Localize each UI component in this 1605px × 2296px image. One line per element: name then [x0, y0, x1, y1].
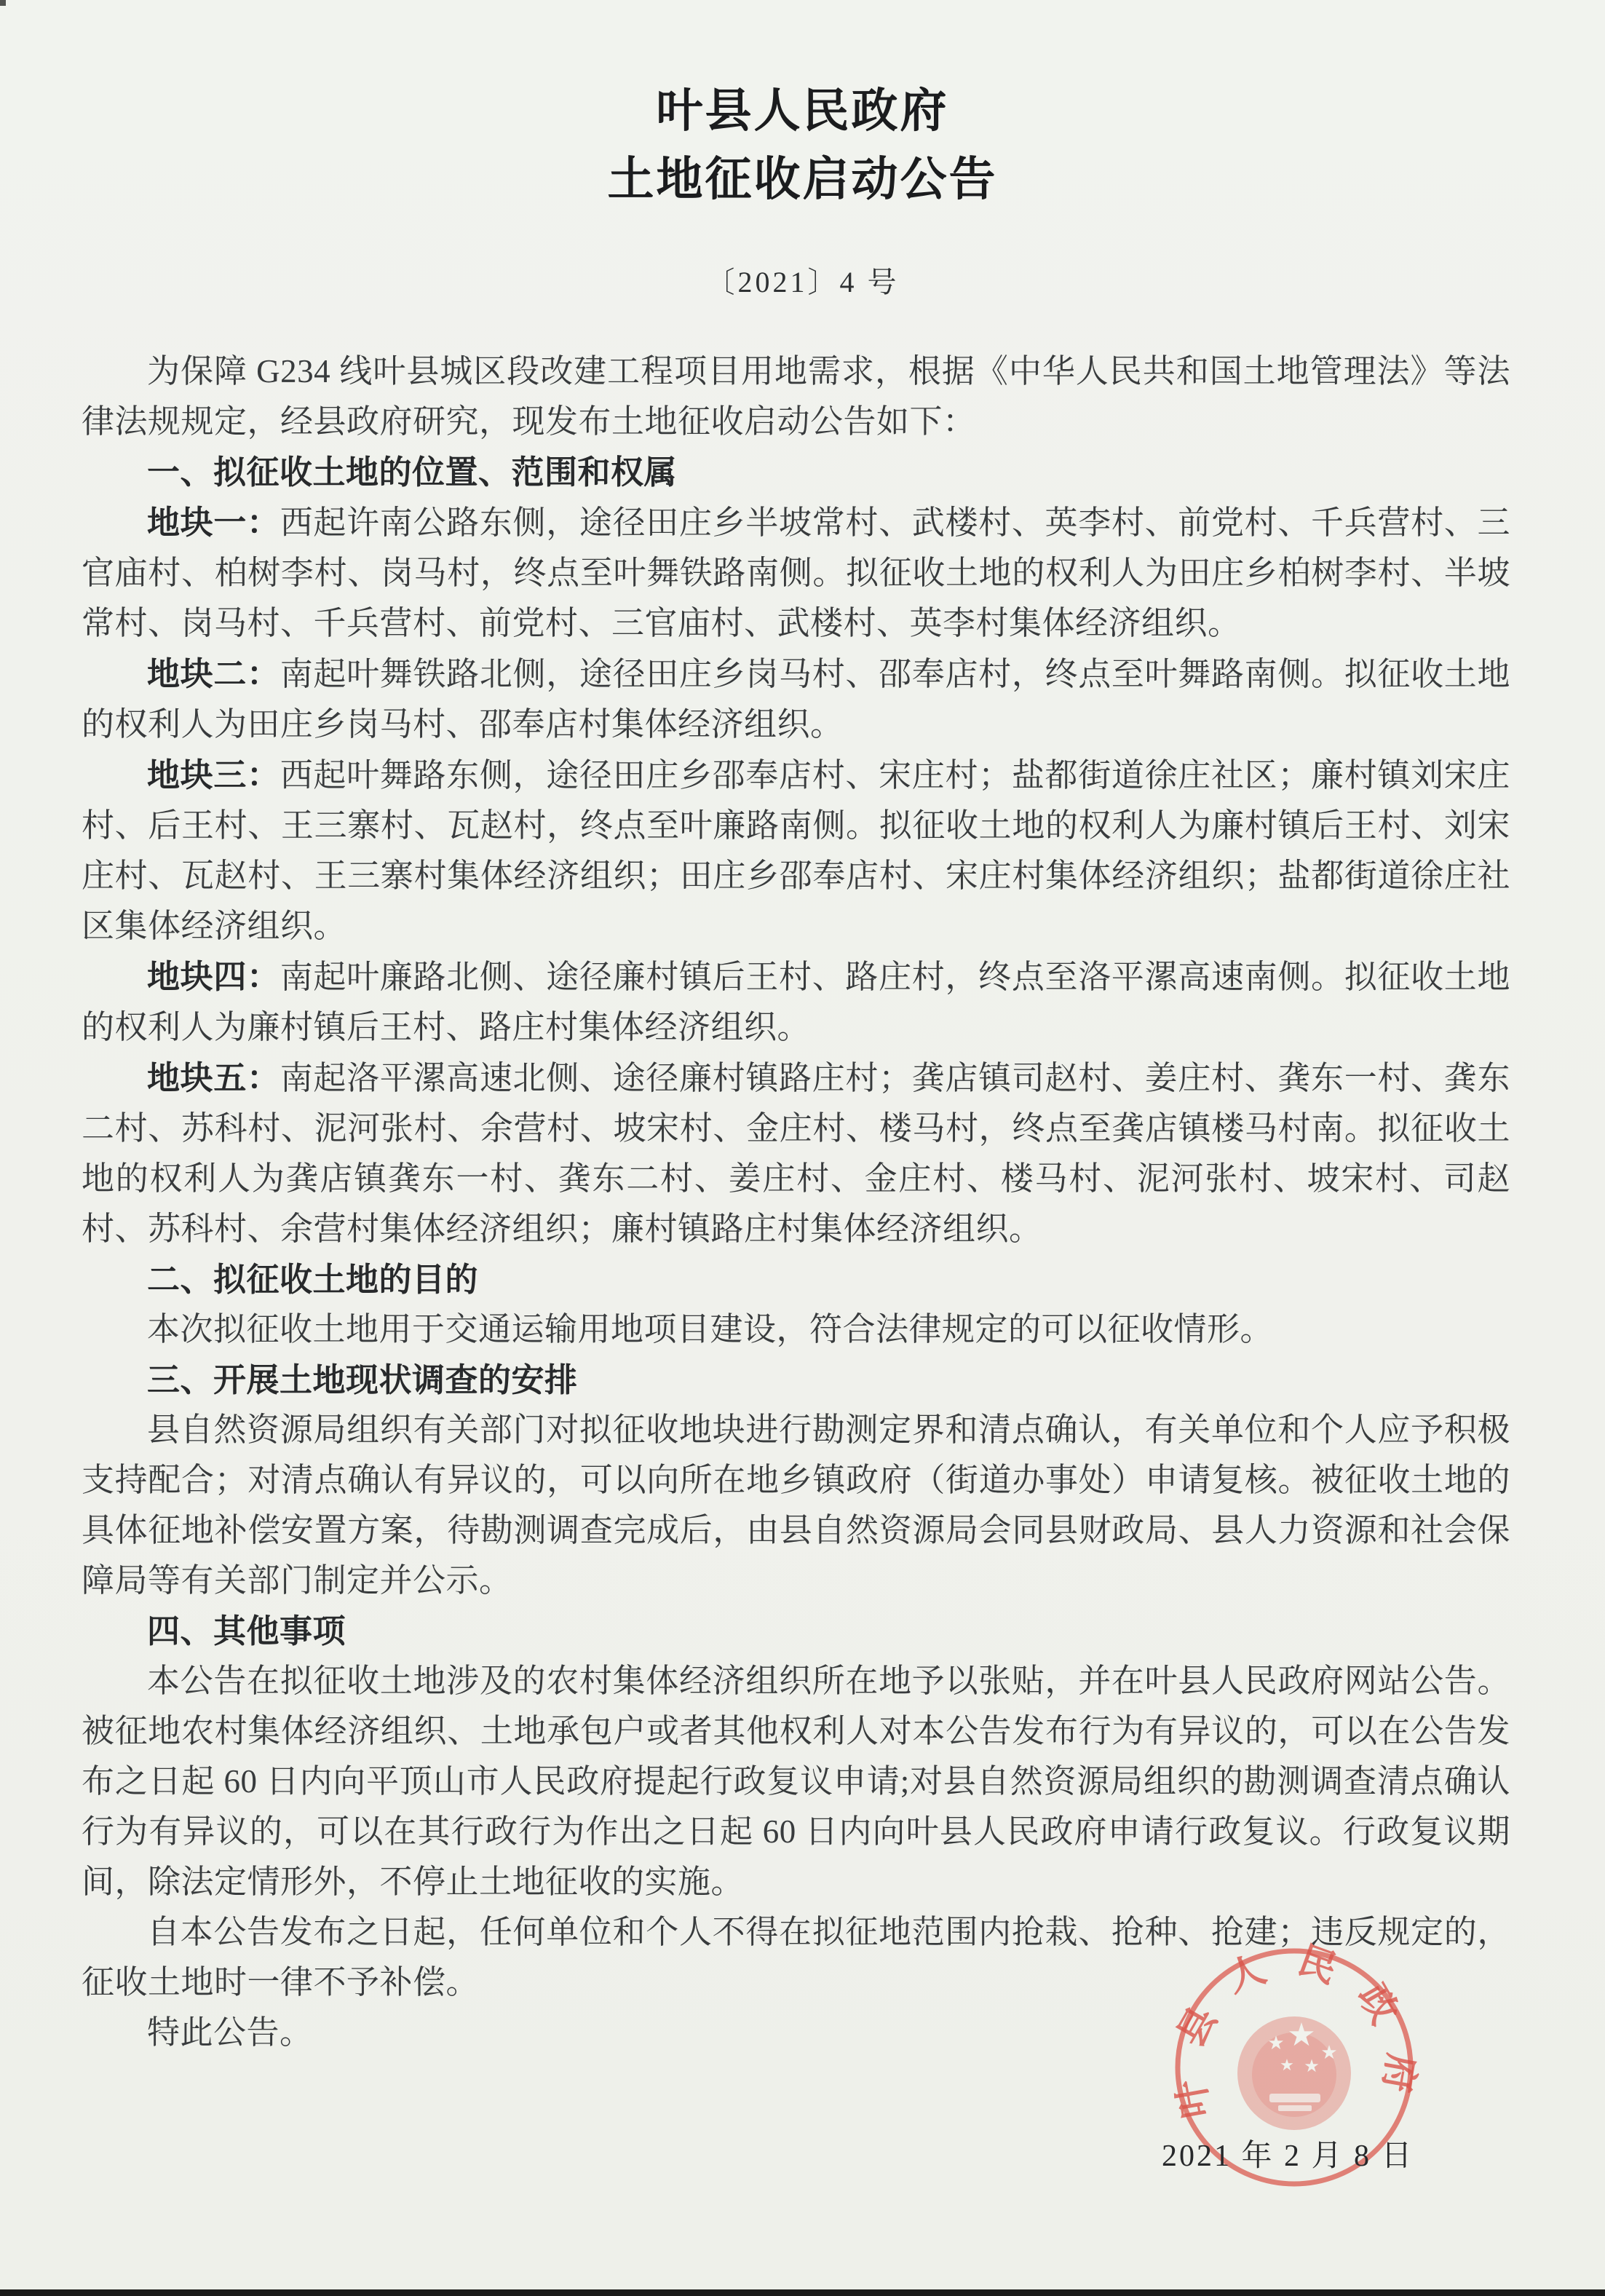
paragraph-text: 本公告在拟征收土地涉及的农村集体经济组织所在地予以张贴，并在叶县人民政府网站公告。被征地农村集体经济组织、土地承包户或者其他权利人对本公告发布行为有异议的，可以在公告发布之日起 60 日内向平顶山市人民政府提起行政复议申请;对县自然资源局组织的勘测调查清点确认行为有异议的，可以在其行政行为作出之日起 60 日内向叶县人民政府申请行政复议。行政复议期间，除法定情形外，不停止土地征收的实施。: [82, 1663, 1510, 1900]
emblem-star-small: ★: [1304, 2057, 1320, 2076]
document-title: [0, 77, 1605, 214]
block-1-label: 地块一：: [147, 504, 280, 541]
emblem-star-small: ★: [1267, 2032, 1285, 2054]
paragraph-other-2: [82, 1907, 1510, 2008]
scan-edge-band: [0, 2289, 1605, 2296]
document-body: [0, 347, 1605, 2058]
paragraph-text: 县自然资源局组织有关部门对拟征收地块进行勘测定界和清点确认，有关单位和个人应予积极支持配合；对清点确认有异议的，可以向所在地乡镇政府（街道办事处）申请复核。被征收土地的具体征地补偿安置方案，待勘测调查完成后，由县自然资源局会同县财政局、县人力资源和社会保障局等有关部门制定并公示。: [82, 1412, 1510, 1599]
paragraph-block-2: [82, 649, 1510, 750]
paragraph-purpose: [82, 1305, 1510, 1355]
section-heading-2: [82, 1254, 1510, 1305]
title-line-1: 叶县人民政府: [656, 85, 949, 137]
paragraph-block-5: [82, 1053, 1510, 1254]
paragraph-survey: [82, 1405, 1510, 1606]
paragraph-other-1: [82, 1656, 1510, 1907]
section-heading-4: [82, 1606, 1510, 1656]
paragraph-block-3: [82, 750, 1510, 951]
emblem-gate-base: [1278, 2105, 1312, 2111]
scan-artifact-speck: [0, 0, 6, 6]
paragraph-text: 西起许南公路东侧，途径田庄乡半坡常村、武楼村、英李村、前党村、千兵营村、三官庙村、柏树李村、岗马村，终点至叶舞铁路南侧。拟征收土地的权利人为田庄乡柏树李村、半坡常村、岗马村、千兵营村、前党村、三官庙村、武楼村、英李村集体经济组织。: [82, 504, 1510, 641]
seal-text: 叶县人民政府: [1165, 1939, 1423, 2121]
paragraph-text: 为保障 G234 线叶县城区段改建工程项目用地需求，根据《中华人民共和国土地管理法》等法律法规规定，经县政府研究，现发布土地征收启动公告如下：: [82, 353, 1510, 440]
paragraph-text: 自本公告发布之日起，任何单位和个人不得在拟征地范围内抢栽、抢种、抢建；违反规定的，征收土地时一律不予补偿。: [82, 1914, 1510, 2000]
block-4-label: 地块四：: [147, 958, 280, 995]
heading-text: 一、拟征收土地的位置、范围和权属: [147, 454, 678, 491]
paragraph-text: 西起叶舞路东侧，途径田庄乡邵奉店村、宋庄村；盐都街道徐庄社区；廉村镇刘宋庄村、后王村、王三寨村、瓦赵村，终点至叶廉路南侧。拟征收土地的权利人为廉村镇后王村、刘宋庄村、瓦赵村、王三寨村集体经济组织；田庄乡邵奉店村、宋庄村集体经济组织；盐都街道徐庄社区集体经济组织。: [82, 757, 1510, 944]
block-5-label: 地块五：: [147, 1059, 280, 1096]
section-heading-3: [82, 1355, 1510, 1405]
paragraph-text: 南起叶舞铁路北侧，途径田庄乡岗马村、邵奉店村，终点至叶舞路南侧。拟征收土地的权利人为田庄乡岗马村、邵奉店村集体经济组织。: [82, 656, 1510, 743]
emblem-star-small: ★: [1320, 2042, 1338, 2063]
title-line-2: 土地征收启动公告: [607, 154, 998, 205]
paragraph-text: 南起洛平漯高速北侧、途径廉村镇路庄村；龚店镇司赵村、姜庄村、龚东一村、龚东二村、苏科村、泥河张村、余营村、坡宋村、金庄村、楼马村，终点至龚店镇楼马村南。拟征收土地的权利人为龚店镇龚东一村、龚东二村、姜庄村、金庄村、楼马村、泥河张村、坡宋村、司赵村、苏科村、余营村集体经济组织；廉村镇路庄村集体经济组织。: [82, 1060, 1510, 1247]
paragraph-text: 南起叶廉路北侧、途径廉村镇后王村、路庄村，终点至洛平漯高速南侧。拟征收土地的权利人为廉村镇后王村、路庄村集体经济组织。: [82, 959, 1510, 1045]
emblem-star-large: ★: [1287, 2017, 1316, 2053]
document-number: 〔2021〕4 号: [705, 266, 900, 298]
issue-date: 2021 年 2 月 8 日: [1162, 2139, 1414, 2173]
paragraph-text: 特此公告。: [147, 2014, 313, 2051]
heading-text: 二、拟征收土地的目的: [147, 1261, 479, 1298]
heading-text: 四、其他事项: [147, 1612, 346, 1650]
emblem-star-small: ★: [1280, 2056, 1294, 2074]
block-3-label: 地块三：: [147, 756, 280, 793]
heading-text: 三、开展土地现状调查的安排: [147, 1361, 578, 1398]
block-2-label: 地块二：: [147, 655, 280, 692]
paragraph-closing: [82, 2008, 1510, 2058]
emblem-gate: [1269, 2094, 1320, 2102]
paragraph-intro: [82, 347, 1510, 447]
paragraph-block-4: [82, 951, 1510, 1053]
paragraph-block-1: [82, 497, 1510, 649]
section-heading-1: [82, 447, 1510, 497]
paragraph-text: 本次拟征收土地用于交通运输用地项目建设，符合法律规定的可以征收情形。: [147, 1311, 1274, 1347]
